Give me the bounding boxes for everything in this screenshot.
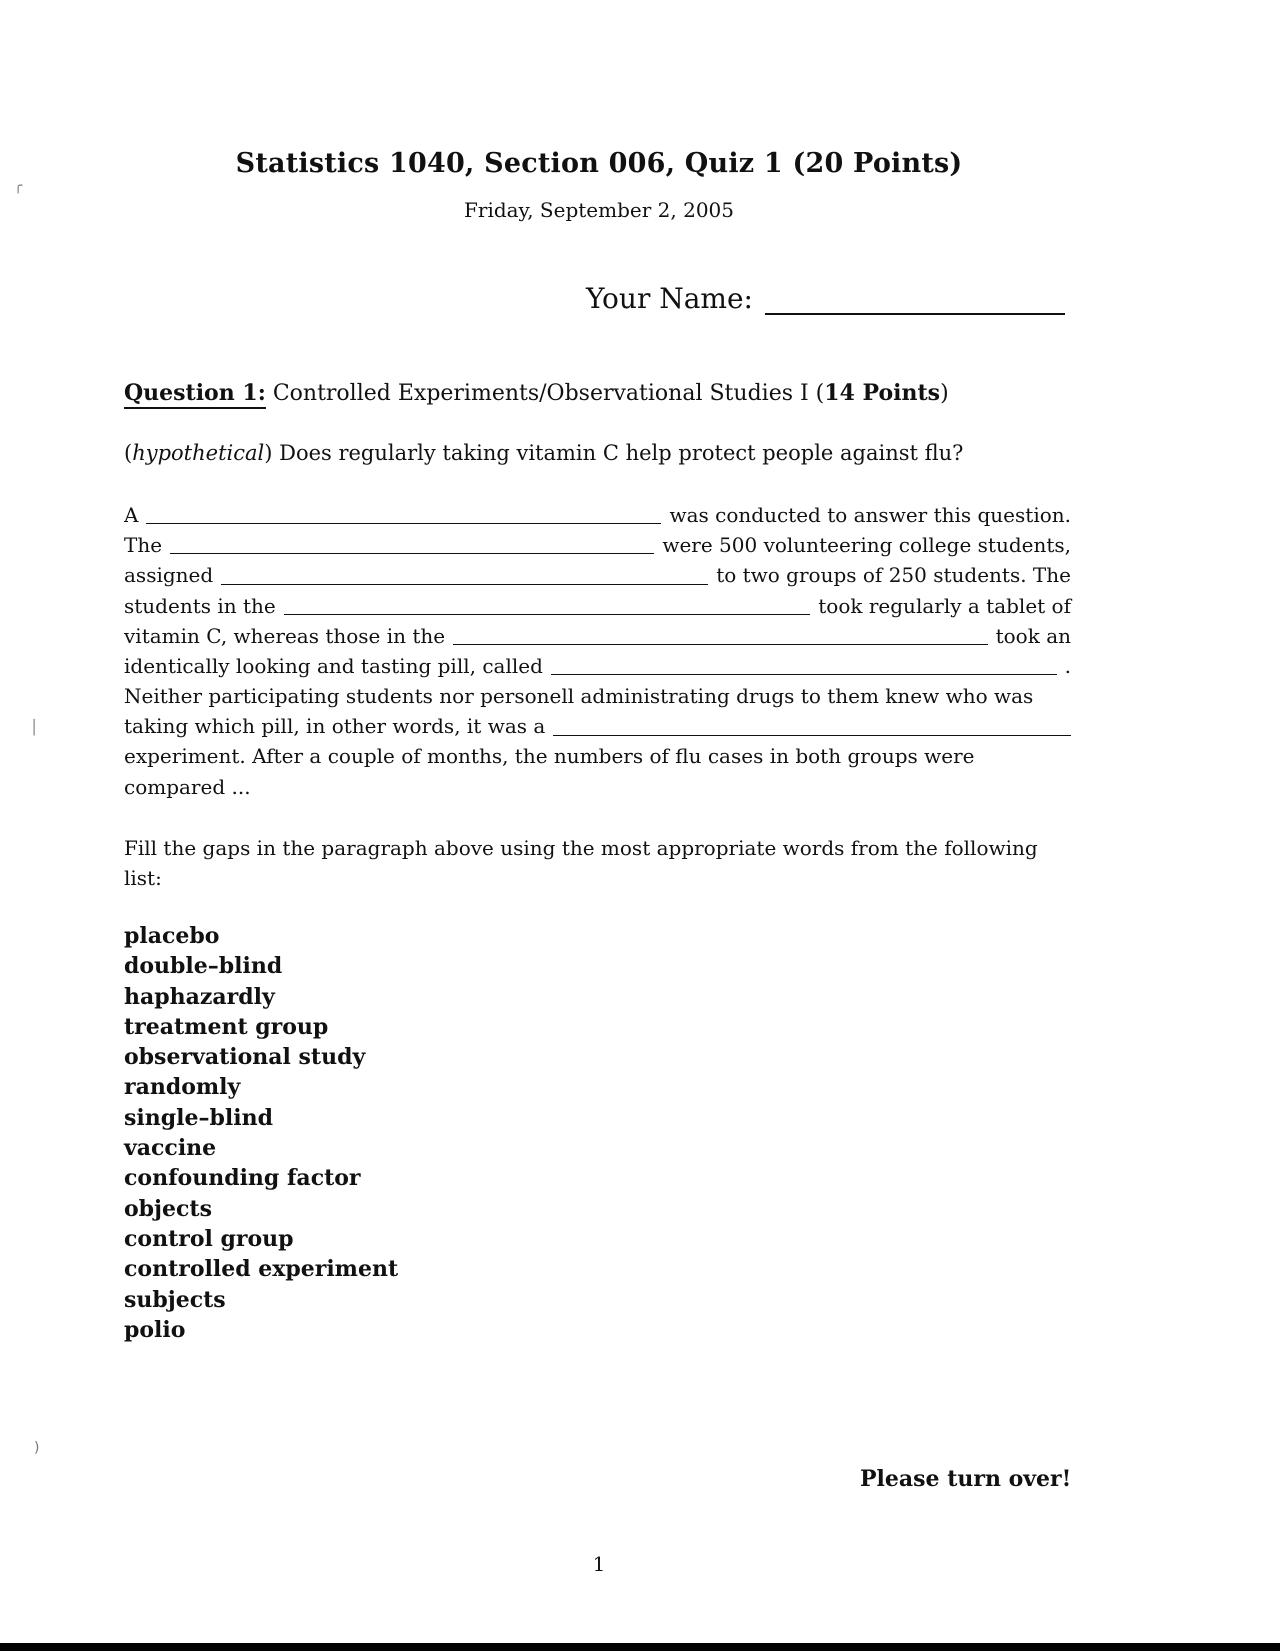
name-blank[interactable] [765, 287, 1065, 315]
question-1-close: ) [940, 381, 949, 406]
line-8-start: taking which pill, in other words, it was a [124, 714, 546, 739]
word-list-item: randomly [124, 1074, 241, 1101]
line-5-end: took an [995, 623, 1071, 648]
line-2-end: were 500 volunteering college students, [662, 533, 1071, 558]
line-4-start: students in the [124, 593, 276, 618]
word-list [124, 921, 398, 1345]
line-3-end: to two groups of 250 students. The [716, 563, 1071, 588]
scan-artifact-mark: ╭ [14, 178, 23, 194]
name-field [586, 282, 1065, 315]
question-1-label: Question 1: [124, 380, 266, 409]
paragraph-line-10 [124, 772, 1071, 802]
line-1-end: was conducted to answer this question. [669, 502, 1071, 527]
line-3-start: assigned [124, 563, 214, 588]
question-1-heading [124, 380, 949, 406]
scan-artifact-mark: │ [30, 720, 39, 736]
paragraph-line-2 [124, 530, 1071, 560]
question-1-points: 14 Points [824, 380, 941, 406]
paragraph-line-6 [124, 651, 1071, 681]
word-list-item: confounding factor [124, 1165, 361, 1192]
name-label: Your Name: [586, 282, 753, 315]
line-9-text: experiment. After a couple of months, the numbers of flu cases in both groups were [124, 744, 975, 769]
word-list-item: double–blind [124, 953, 283, 980]
quiz-title: Statistics 1040, Section 006, Quiz 1 (20 Points) [235, 148, 963, 179]
intro-hypothetical: hypothetical [132, 441, 265, 465]
word-list-item: control group [124, 1225, 294, 1252]
quiz-date: Friday, September 2, 2005 [464, 198, 734, 222]
blank-5[interactable] [453, 626, 987, 645]
page-number: 1 [592, 1552, 606, 1576]
paragraph-line-3 [124, 560, 1071, 590]
blank-4[interactable] [284, 596, 811, 615]
word-list-item: placebo [124, 923, 220, 949]
line-6-start: identically looking and tasting pill, called [124, 653, 543, 678]
intro-question: Does regularly taking vitamin C help protect people against flu? [279, 441, 964, 465]
instructions: Fill the gaps in the paragraph above using the most appropriate words from the following list: [124, 836, 1038, 890]
line-2-start: The [124, 533, 163, 558]
word-list-item: subjects [124, 1286, 226, 1313]
word-list-item: single–blind [124, 1104, 273, 1131]
paragraph-line-4 [124, 591, 1071, 621]
word-list-item: polio [124, 1316, 186, 1343]
blank-1[interactable] [146, 505, 661, 524]
word-list-item: observational study [124, 1044, 366, 1071]
paragraph-line-7 [124, 681, 1071, 711]
question-1-intro: (hypothetical) Does regularly taking vitamin C help protect people against flu? [124, 441, 964, 465]
word-list-item: haphazardly [124, 983, 275, 1010]
line-1-start: A [124, 502, 139, 527]
line-7-text: Neither participating students nor personell administrating drugs to them knew who was [124, 684, 1034, 709]
word-list-item: objects [124, 1195, 212, 1222]
blank-7[interactable] [553, 717, 1071, 736]
blank-2[interactable] [170, 535, 654, 554]
word-list-item: controlled experiment [124, 1256, 399, 1283]
paragraph-line-5 [124, 621, 1071, 651]
turn-over-note: Please turn over! [860, 1466, 1072, 1492]
scan-artifact-mark: ) [34, 1440, 40, 1456]
line-10-text: compared ... [124, 774, 251, 799]
line-6-end: . [1064, 653, 1071, 678]
paragraph-line-1 [124, 500, 1071, 530]
line-5-start: vitamin C, whereas those in the [124, 623, 446, 648]
question-1-topic: Controlled Experiments/Observational Studies I ( [272, 381, 825, 406]
blank-3[interactable] [221, 566, 708, 585]
line-4-end: took regularly a tablet of [818, 593, 1071, 618]
scan-bottom-edge [0, 1643, 1280, 1651]
paragraph-line-8 [124, 711, 1071, 741]
paragraph-line-9 [124, 742, 1071, 772]
fill-in-paragraph [124, 500, 1071, 802]
word-list-item: treatment group [124, 1013, 329, 1040]
word-list-item: vaccine [124, 1135, 217, 1162]
blank-6[interactable] [551, 656, 1057, 675]
